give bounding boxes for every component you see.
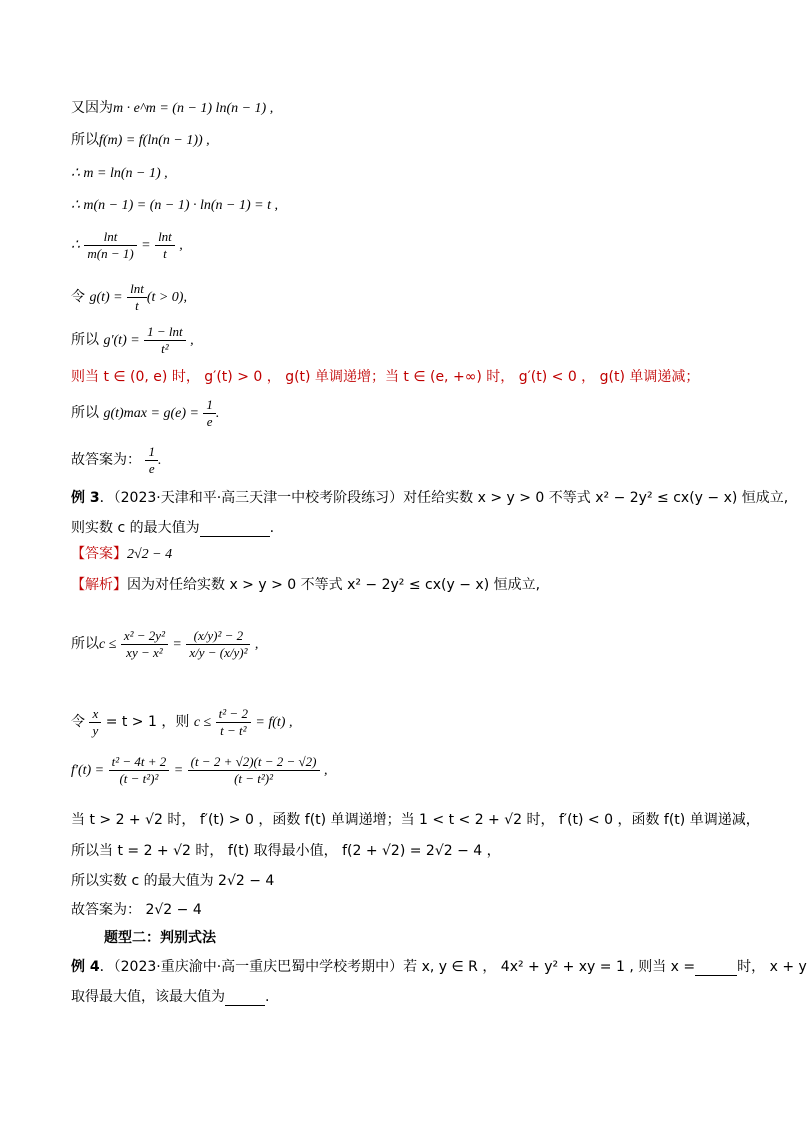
example-3-label: 例 3 [71, 490, 100, 506]
answer-label: 【答案】 [71, 546, 127, 562]
fraction: $\frac{(t - 2 + √2)(t - 2 - √2)}{\text{(t − t²)²}}$ [188, 754, 320, 787]
example-3-step-6: 所以实数 c 的最大值为 2√2 − 4 [71, 873, 275, 889]
fraction: $\frac{1 - \ln t}{\text{t²}}$ [144, 324, 186, 357]
example-3-step-4: 当 t > 2 + √2 时， f′(t) > 0 ，函数 f(t) 单调递增；当 1 < t < 2 + √2 时， f′(t) < 0 ，函数 f(t) 单调递减， [71, 812, 760, 828]
example-3-analysis: 【解析】因为对任给实数 x > y > 0 不等式 x² − 2y² ≤ cx(y − x) 恒成立, [71, 577, 541, 593]
fraction: $\frac{\text{t² − 4t + 2}}{\text{(t − t²)²}}$ [109, 754, 170, 787]
example-4-line-2: 取得最大值，该最大值为 . [71, 989, 270, 1005]
fraction: $\frac{x}{y}$ [89, 706, 101, 739]
analysis-label: 【解析】 [71, 577, 127, 593]
answer-blank [225, 991, 265, 1006]
example-3-step-5: 所以当 t = 2 + √2 时， f(t) 取得最小值， f(2 + √2) = 2√2 − 4 ， [71, 843, 501, 859]
derivation-line-6: 令 g(t) = $\frac{\ln t}{t}$ (t > 0), [71, 280, 187, 313]
derivation-line-7: 所以 g′(t) = $\frac{1 - \ln t}{\text{t²}}$ , [71, 323, 194, 356]
derivation-line-4: ∴ m(n − 1) = (n − 1) · ln(n − 1) = t , [71, 198, 279, 213]
derivation-line-9: 所以 g(t)max = g(e) = $\frac{1}{e}$ . [71, 396, 220, 429]
answer-line-1: 故答案为： $\frac{1}{e}$ . [71, 443, 162, 476]
derivation-line-3: ∴ m = ln(n − 1) , [71, 166, 168, 181]
example-4-line-1: 例 4．（2023·重庆渝中·高一重庆巴蜀中学校考期中）若 x, y ∈ R ， 4x² + y² + xy = 1 , 则当 x = 时， x + y [71, 959, 807, 975]
fraction: $\frac{\text{x² − 2y²}}{\text{xy − x²}}$ [121, 628, 168, 661]
example-3-line-1: 例 3．（2023·天津和平·高三天津一中校考阶段练习）对任给实数 x > y > 0 不等式 x² − 2y² ≤ cx(y − x) 恒成立, [71, 490, 789, 506]
derivation-line-2: 所以f(m) = f(ln(n − 1)) , [71, 132, 210, 148]
fraction: $\frac{\ln t}{m(n - 1)}$ [84, 229, 136, 262]
derivation-line-1: 又因为m · e^m = (n − 1) ln(n − 1) , [71, 100, 274, 116]
fraction: $\frac{\text{t² − 2}}{\text{t − t²}}$ [216, 706, 251, 739]
example-3-step-2: 令 $\frac{x}{y}$ = t > 1 ，则 c ≤ $\frac{\text{t² − 2}}{\text{t − t²}}$ = f(t) , [71, 705, 293, 738]
example-3-line-2: 则实数 c 的最大值为 . [71, 520, 275, 536]
section-heading: 题型二：判别式法 [104, 930, 216, 946]
answer-blank [200, 522, 270, 537]
fraction: $\frac{\text{(x/y)² − 2}}{\text{x/y − (x/y)²}}$ [186, 628, 250, 661]
example-3-answer: 【答案】2√2 − 4 [71, 546, 173, 562]
example-4-label: 例 4 [71, 959, 100, 975]
monotonicity-line: 则当 t ∈ (0, e) 时， g′(t) > 0 ， g(t) 单调递增；当 t ∈ (e, +∞) 时， g′(t) < 0 ， g(t) 单调递减； [71, 369, 700, 385]
example-3-step-7: 故答案为： 2√2 − 4 [71, 902, 202, 918]
fraction: $\frac{1}{e}$ [145, 444, 158, 477]
example-3-step-3: f′(t) = $\frac{\text{t² − 4t + 2}}{\text{(t − t²)²}}$ = $\frac{(t - 2 + √2)(t - 2 - √2)}{\text{(t − t²)²}}$ , [71, 753, 328, 786]
fraction: $\frac{1}{e}$ [203, 397, 216, 430]
fraction: $\frac{\ln t}{t}$ [155, 229, 175, 262]
answer-blank [695, 961, 737, 976]
example-3-step-1: 所以c ≤ $\frac{\text{x² − 2y²}}{\text{xy − x²}}$ = $\frac{\text{(x/y)² − 2}}{\text{x/y − (x/y)²}}$ , [71, 627, 259, 660]
derivation-line-5: ∴ $\frac{\ln t}{m(n - 1)}$ = $\frac{\ln t}{t}$ , [71, 228, 183, 261]
fraction: $\frac{\ln t}{t}$ [127, 281, 147, 314]
